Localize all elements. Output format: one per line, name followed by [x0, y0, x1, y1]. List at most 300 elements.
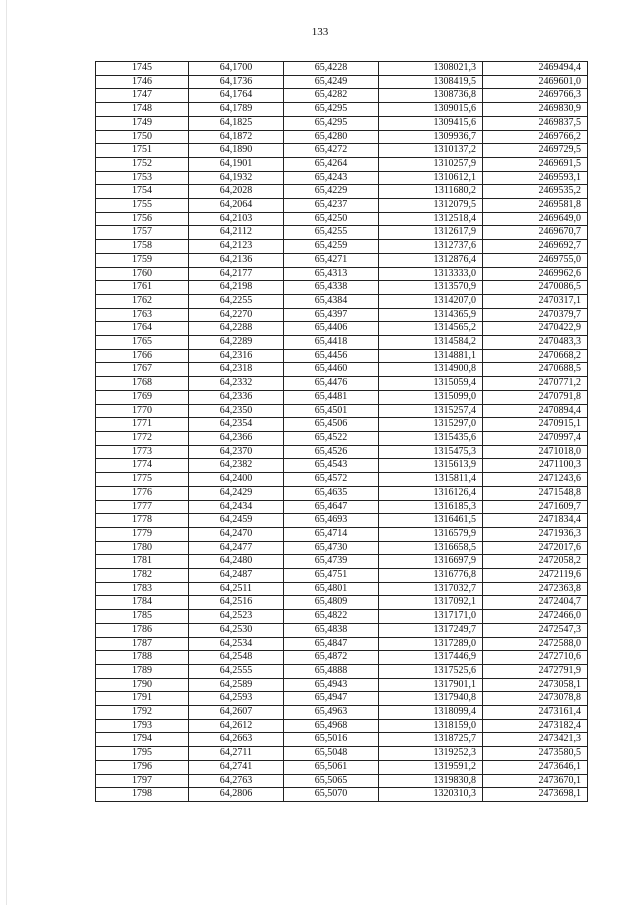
table-row	[96, 706, 588, 720]
point-number-cell: 1787	[96, 637, 189, 651]
table-row	[96, 760, 588, 774]
point-number-cell: 1745	[96, 62, 189, 76]
coord-y-cell: 2469535,2	[483, 185, 588, 199]
point-number-cell: 1760	[96, 267, 189, 281]
value-a-cell: 64,2663	[189, 733, 284, 747]
value-b-cell: 65,4271	[284, 253, 379, 267]
value-a-cell: 64,2366	[189, 431, 284, 445]
point-number-cell: 1767	[96, 363, 189, 377]
table-row	[96, 267, 588, 281]
value-a-cell: 64,2177	[189, 267, 284, 281]
coord-y-cell: 2469837,5	[483, 116, 588, 130]
table-row	[96, 308, 588, 322]
coord-y-cell: 2470915,1	[483, 418, 588, 432]
coord-y-cell: 2473058,1	[483, 678, 588, 692]
table-row	[96, 596, 588, 610]
coord-y-cell: 2472119,6	[483, 569, 588, 583]
table-row	[96, 157, 588, 171]
value-b-cell: 65,4872	[284, 651, 379, 665]
value-b-cell: 65,4888	[284, 664, 379, 678]
value-b-cell: 65,4255	[284, 226, 379, 240]
coord-x-cell: 1308021,3	[379, 62, 483, 76]
point-number-cell: 1768	[96, 377, 189, 391]
value-a-cell: 64,2806	[189, 788, 284, 802]
point-number-cell: 1762	[96, 294, 189, 308]
table-row	[96, 431, 588, 445]
point-number-cell: 1786	[96, 623, 189, 637]
value-b-cell: 65,4506	[284, 418, 379, 432]
value-b-cell: 65,4249	[284, 75, 379, 89]
value-b-cell: 65,4397	[284, 308, 379, 322]
table-row	[96, 199, 588, 213]
coord-x-cell: 1312876,4	[379, 253, 483, 267]
page-edge-line	[6, 0, 7, 905]
table-row	[96, 377, 588, 391]
value-b-cell: 65,4809	[284, 596, 379, 610]
value-b-cell: 65,4481	[284, 390, 379, 404]
coord-y-cell: 2470894,4	[483, 404, 588, 418]
coord-x-cell: 1317092,1	[379, 596, 483, 610]
value-a-cell: 64,1736	[189, 75, 284, 89]
point-number-cell: 1778	[96, 514, 189, 528]
value-a-cell: 64,1932	[189, 171, 284, 185]
coord-x-cell: 1315099,0	[379, 390, 483, 404]
coord-y-cell: 2469691,5	[483, 157, 588, 171]
table-row	[96, 253, 588, 267]
coord-y-cell: 2469766,3	[483, 89, 588, 103]
coord-y-cell: 2472791,9	[483, 664, 588, 678]
coord-x-cell: 1308736,8	[379, 89, 483, 103]
table-row	[96, 733, 588, 747]
value-a-cell: 64,1825	[189, 116, 284, 130]
point-number-cell: 1797	[96, 774, 189, 788]
point-number-cell: 1798	[96, 788, 189, 802]
table-row	[96, 62, 588, 76]
coord-x-cell: 1318099,4	[379, 706, 483, 720]
value-a-cell: 64,2400	[189, 473, 284, 487]
value-a-cell: 64,2350	[189, 404, 284, 418]
coord-y-cell: 2473421,3	[483, 733, 588, 747]
coord-x-cell: 1318159,0	[379, 719, 483, 733]
coord-y-cell: 2469649,0	[483, 212, 588, 226]
point-number-cell: 1770	[96, 404, 189, 418]
point-number-cell: 1751	[96, 144, 189, 158]
point-number-cell: 1759	[96, 253, 189, 267]
table-row	[96, 212, 588, 226]
coord-x-cell: 1317525,6	[379, 664, 483, 678]
value-b-cell: 65,4838	[284, 623, 379, 637]
value-a-cell: 64,2198	[189, 281, 284, 295]
value-b-cell: 65,4237	[284, 199, 379, 213]
table-row	[96, 610, 588, 624]
point-number-cell: 1753	[96, 171, 189, 185]
value-b-cell: 65,4243	[284, 171, 379, 185]
coord-y-cell: 2473698,1	[483, 788, 588, 802]
value-b-cell: 65,4259	[284, 240, 379, 254]
coord-x-cell: 1310137,2	[379, 144, 483, 158]
coord-x-cell: 1309936,7	[379, 130, 483, 144]
table-row	[96, 788, 588, 802]
coord-y-cell: 2470688,5	[483, 363, 588, 377]
value-b-cell: 65,4947	[284, 692, 379, 706]
coord-x-cell: 1316776,8	[379, 569, 483, 583]
value-a-cell: 64,2607	[189, 706, 284, 720]
coord-x-cell: 1314881,1	[379, 349, 483, 363]
coord-x-cell: 1317032,7	[379, 582, 483, 596]
value-b-cell: 65,4476	[284, 377, 379, 391]
point-number-cell: 1761	[96, 281, 189, 295]
coord-y-cell: 2472404,7	[483, 596, 588, 610]
coord-x-cell: 1317171,0	[379, 610, 483, 624]
coord-y-cell: 2470086,5	[483, 281, 588, 295]
value-a-cell: 64,2593	[189, 692, 284, 706]
table-row	[96, 404, 588, 418]
table-row	[96, 555, 588, 569]
table-row	[96, 418, 588, 432]
coord-x-cell: 1314900,8	[379, 363, 483, 377]
table-row	[96, 569, 588, 583]
value-a-cell: 64,2103	[189, 212, 284, 226]
value-b-cell: 65,4968	[284, 719, 379, 733]
value-a-cell: 64,2354	[189, 418, 284, 432]
table-row	[96, 240, 588, 254]
value-a-cell: 64,2477	[189, 541, 284, 555]
value-a-cell: 64,2612	[189, 719, 284, 733]
table-row	[96, 390, 588, 404]
table-row	[96, 582, 588, 596]
coord-y-cell: 2472363,8	[483, 582, 588, 596]
table-row	[96, 445, 588, 459]
value-b-cell: 65,5065	[284, 774, 379, 788]
coord-y-cell: 2472058,2	[483, 555, 588, 569]
value-b-cell: 65,4406	[284, 322, 379, 336]
coord-y-cell: 2472017,6	[483, 541, 588, 555]
table-row	[96, 144, 588, 158]
value-b-cell: 65,4295	[284, 103, 379, 117]
value-b-cell: 65,4730	[284, 541, 379, 555]
value-b-cell: 65,4963	[284, 706, 379, 720]
value-b-cell: 65,4522	[284, 431, 379, 445]
coord-x-cell: 1313333,0	[379, 267, 483, 281]
point-number-cell: 1750	[96, 130, 189, 144]
value-a-cell: 64,2741	[189, 760, 284, 774]
value-a-cell: 64,2288	[189, 322, 284, 336]
coord-x-cell: 1315613,9	[379, 459, 483, 473]
point-number-cell: 1758	[96, 240, 189, 254]
value-b-cell: 65,4572	[284, 473, 379, 487]
value-a-cell: 64,2370	[189, 445, 284, 459]
coord-x-cell: 1312617,9	[379, 226, 483, 240]
table-row	[96, 637, 588, 651]
coord-x-cell: 1311680,2	[379, 185, 483, 199]
point-number-cell: 1765	[96, 336, 189, 350]
coord-x-cell: 1316461,5	[379, 514, 483, 528]
point-number-cell: 1749	[96, 116, 189, 130]
value-a-cell: 64,1901	[189, 157, 284, 171]
coord-y-cell: 2472588,0	[483, 637, 588, 651]
coord-y-cell: 2471018,0	[483, 445, 588, 459]
value-b-cell: 65,4460	[284, 363, 379, 377]
table-row	[96, 171, 588, 185]
value-b-cell: 65,4338	[284, 281, 379, 295]
point-number-cell: 1773	[96, 445, 189, 459]
point-number-cell: 1790	[96, 678, 189, 692]
coord-y-cell: 2470422,9	[483, 322, 588, 336]
value-b-cell: 65,4739	[284, 555, 379, 569]
value-a-cell: 64,2382	[189, 459, 284, 473]
value-a-cell: 64,2589	[189, 678, 284, 692]
coord-y-cell: 2471936,3	[483, 527, 588, 541]
coord-y-cell: 2470997,4	[483, 431, 588, 445]
table-row	[96, 678, 588, 692]
value-b-cell: 65,4847	[284, 637, 379, 651]
value-b-cell: 65,4418	[284, 336, 379, 350]
value-a-cell: 64,2429	[189, 486, 284, 500]
table-row	[96, 719, 588, 733]
table-row	[96, 349, 588, 363]
point-number-cell: 1771	[96, 418, 189, 432]
value-b-cell: 65,4943	[284, 678, 379, 692]
point-number-cell: 1777	[96, 500, 189, 514]
table-row	[96, 103, 588, 117]
point-number-cell: 1789	[96, 664, 189, 678]
table-row	[96, 486, 588, 500]
table-row	[96, 623, 588, 637]
coord-y-cell: 2472466,0	[483, 610, 588, 624]
coord-x-cell: 1314207,0	[379, 294, 483, 308]
table-row	[96, 459, 588, 473]
value-a-cell: 64,2316	[189, 349, 284, 363]
value-a-cell: 64,2332	[189, 377, 284, 391]
coord-y-cell: 2473078,8	[483, 692, 588, 706]
value-a-cell: 64,2534	[189, 637, 284, 651]
point-number-cell: 1763	[96, 308, 189, 322]
coord-x-cell: 1314565,2	[379, 322, 483, 336]
table-row	[96, 294, 588, 308]
value-a-cell: 64,2459	[189, 514, 284, 528]
coord-y-cell: 2470317,1	[483, 294, 588, 308]
coord-x-cell: 1317446,9	[379, 651, 483, 665]
point-number-cell: 1782	[96, 569, 189, 583]
point-number-cell: 1785	[96, 610, 189, 624]
coord-x-cell: 1316126,4	[379, 486, 483, 500]
coord-y-cell: 2470668,2	[483, 349, 588, 363]
coord-x-cell: 1310612,1	[379, 171, 483, 185]
table-row	[96, 185, 588, 199]
value-a-cell: 64,2763	[189, 774, 284, 788]
table-row	[96, 363, 588, 377]
coord-y-cell: 2469962,6	[483, 267, 588, 281]
coord-x-cell: 1314584,2	[379, 336, 483, 350]
coord-y-cell: 2473182,4	[483, 719, 588, 733]
coord-x-cell: 1315475,3	[379, 445, 483, 459]
value-a-cell: 64,2516	[189, 596, 284, 610]
value-b-cell: 65,4272	[284, 144, 379, 158]
point-number-cell: 1784	[96, 596, 189, 610]
coord-x-cell: 1317940,8	[379, 692, 483, 706]
value-a-cell: 64,2711	[189, 747, 284, 761]
value-b-cell: 65,4280	[284, 130, 379, 144]
coord-x-cell: 1319252,3	[379, 747, 483, 761]
coord-x-cell: 1309015,6	[379, 103, 483, 117]
value-a-cell: 64,1764	[189, 89, 284, 103]
coordinates-table	[95, 61, 588, 802]
value-b-cell: 65,5048	[284, 747, 379, 761]
value-a-cell: 64,2336	[189, 390, 284, 404]
coord-y-cell: 2469766,2	[483, 130, 588, 144]
value-b-cell: 65,5070	[284, 788, 379, 802]
value-a-cell: 64,2470	[189, 527, 284, 541]
coord-x-cell: 1316697,9	[379, 555, 483, 569]
value-a-cell: 64,2270	[189, 308, 284, 322]
value-b-cell: 65,4295	[284, 116, 379, 130]
value-b-cell: 65,4229	[284, 185, 379, 199]
coord-y-cell: 2470791,8	[483, 390, 588, 404]
table-row	[96, 281, 588, 295]
table-row	[96, 226, 588, 240]
value-b-cell: 65,4250	[284, 212, 379, 226]
point-number-cell: 1746	[96, 75, 189, 89]
coord-x-cell: 1318725,7	[379, 733, 483, 747]
coord-x-cell: 1319591,2	[379, 760, 483, 774]
point-number-cell: 1752	[96, 157, 189, 171]
value-b-cell: 65,5061	[284, 760, 379, 774]
coord-x-cell: 1313570,9	[379, 281, 483, 295]
table-row	[96, 75, 588, 89]
coord-x-cell: 1316658,5	[379, 541, 483, 555]
point-number-cell: 1791	[96, 692, 189, 706]
coord-y-cell: 2470379,7	[483, 308, 588, 322]
point-number-cell: 1775	[96, 473, 189, 487]
coord-x-cell: 1316579,9	[379, 527, 483, 541]
value-b-cell: 65,4822	[284, 610, 379, 624]
point-number-cell: 1783	[96, 582, 189, 596]
point-number-cell: 1794	[96, 733, 189, 747]
point-number-cell: 1772	[96, 431, 189, 445]
table-row	[96, 747, 588, 761]
value-a-cell: 64,2530	[189, 623, 284, 637]
table-row	[96, 692, 588, 706]
value-b-cell: 65,4228	[284, 62, 379, 76]
point-number-cell: 1769	[96, 390, 189, 404]
value-a-cell: 64,2480	[189, 555, 284, 569]
coord-x-cell: 1312737,6	[379, 240, 483, 254]
coord-y-cell: 2471548,8	[483, 486, 588, 500]
table-row	[96, 473, 588, 487]
coord-y-cell: 2473161,4	[483, 706, 588, 720]
value-b-cell: 65,4264	[284, 157, 379, 171]
table-body	[96, 62, 588, 802]
coord-y-cell: 2471609,7	[483, 500, 588, 514]
table-row	[96, 651, 588, 665]
coord-x-cell: 1309415,6	[379, 116, 483, 130]
table-row	[96, 527, 588, 541]
coord-y-cell: 2469593,1	[483, 171, 588, 185]
table-row	[96, 514, 588, 528]
coord-x-cell: 1308419,5	[379, 75, 483, 89]
coord-y-cell: 2469601,0	[483, 75, 588, 89]
coord-x-cell: 1312079,5	[379, 199, 483, 213]
table-row	[96, 116, 588, 130]
value-a-cell: 64,2555	[189, 664, 284, 678]
value-b-cell: 65,4647	[284, 500, 379, 514]
coord-y-cell: 2469581,8	[483, 199, 588, 213]
point-number-cell: 1776	[96, 486, 189, 500]
value-b-cell: 65,4526	[284, 445, 379, 459]
coord-y-cell: 2471100,3	[483, 459, 588, 473]
coord-x-cell: 1316185,3	[379, 500, 483, 514]
value-a-cell: 64,1872	[189, 130, 284, 144]
table-row	[96, 89, 588, 103]
point-number-cell: 1795	[96, 747, 189, 761]
point-number-cell: 1748	[96, 103, 189, 117]
coord-x-cell: 1310257,9	[379, 157, 483, 171]
value-a-cell: 64,2064	[189, 199, 284, 213]
point-number-cell: 1747	[96, 89, 189, 103]
point-number-cell: 1796	[96, 760, 189, 774]
table-row	[96, 774, 588, 788]
coord-x-cell: 1314365,9	[379, 308, 483, 322]
value-b-cell: 65,4456	[284, 349, 379, 363]
point-number-cell: 1754	[96, 185, 189, 199]
value-a-cell: 64,2028	[189, 185, 284, 199]
value-a-cell: 64,1789	[189, 103, 284, 117]
value-a-cell: 64,2548	[189, 651, 284, 665]
value-b-cell: 65,4714	[284, 527, 379, 541]
value-b-cell: 65,5016	[284, 733, 379, 747]
coord-y-cell: 2469692,7	[483, 240, 588, 254]
value-a-cell: 64,2112	[189, 226, 284, 240]
point-number-cell: 1793	[96, 719, 189, 733]
coord-y-cell: 2470483,3	[483, 336, 588, 350]
coord-y-cell: 2473580,5	[483, 747, 588, 761]
point-number-cell: 1757	[96, 226, 189, 240]
value-a-cell: 64,2523	[189, 610, 284, 624]
value-b-cell: 65,4384	[284, 294, 379, 308]
coord-x-cell: 1317249,7	[379, 623, 483, 637]
value-b-cell: 65,4801	[284, 582, 379, 596]
value-a-cell: 64,2289	[189, 336, 284, 350]
coordinates-table-wrapper	[95, 61, 588, 802]
coord-y-cell: 2471834,4	[483, 514, 588, 528]
value-a-cell: 64,2511	[189, 582, 284, 596]
value-b-cell: 65,4501	[284, 404, 379, 418]
point-number-cell: 1766	[96, 349, 189, 363]
coord-x-cell: 1315435,6	[379, 431, 483, 445]
value-a-cell: 64,1890	[189, 144, 284, 158]
point-number-cell: 1756	[96, 212, 189, 226]
value-b-cell: 65,4751	[284, 569, 379, 583]
value-a-cell: 64,2487	[189, 569, 284, 583]
value-b-cell: 65,4693	[284, 514, 379, 528]
page-number: 133	[311, 26, 329, 38]
coord-y-cell: 2469755,0	[483, 253, 588, 267]
coord-y-cell: 2470771,2	[483, 377, 588, 391]
value-a-cell: 64,2434	[189, 500, 284, 514]
coord-x-cell: 1315297,0	[379, 418, 483, 432]
value-b-cell: 65,4282	[284, 89, 379, 103]
coord-y-cell: 2473670,1	[483, 774, 588, 788]
coord-x-cell: 1315257,4	[379, 404, 483, 418]
value-a-cell: 64,2318	[189, 363, 284, 377]
point-number-cell: 1774	[96, 459, 189, 473]
coord-x-cell: 1315811,4	[379, 473, 483, 487]
table-row	[96, 336, 588, 350]
coord-x-cell: 1320310,3	[379, 788, 483, 802]
point-number-cell: 1755	[96, 199, 189, 213]
point-number-cell: 1788	[96, 651, 189, 665]
coord-x-cell: 1317901,1	[379, 678, 483, 692]
